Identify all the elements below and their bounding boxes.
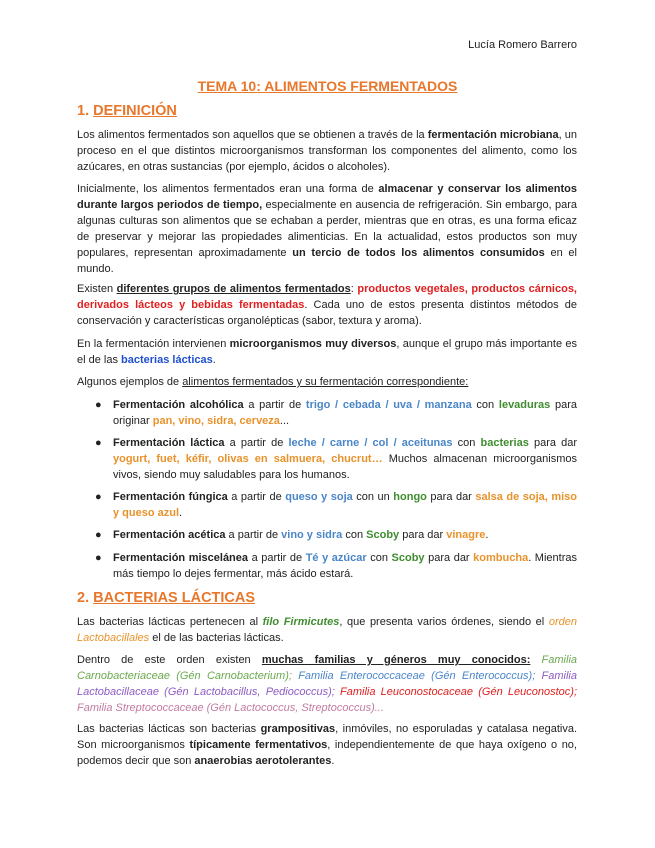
bullet-icon: ● — [95, 529, 102, 541]
text-run: Existen — [77, 283, 117, 295]
text-run: a partir de — [243, 399, 306, 411]
bacteria-paragraph-2 — [77, 653, 577, 717]
family-enterococcaceae: Familia Enterococcaceae (Gén Enterococcus); — [291, 669, 536, 682]
text-run: con un — [352, 491, 394, 503]
list-item-type: Fermentación fúngica — [113, 491, 228, 503]
bullet-icon: ● — [95, 437, 102, 449]
list-item-lactic — [113, 436, 577, 484]
bold-term: almacenar y conservar los alimentos durante largos periodos de tiempo, — [77, 183, 577, 211]
bold-term: anaerobias aerotolerantes — [194, 754, 332, 767]
product: yogurt, fuet, kéfir, olivas en salmuera, chucrut… — [113, 452, 383, 465]
list-item-acetic — [113, 528, 577, 544]
definition-paragraph-1 — [77, 128, 577, 176]
bold-term: grampositivas — [260, 723, 336, 735]
highlight-red: productos vegetales, productos cárnicos, derivados lácteos y bebidas fermentadas — [77, 283, 577, 311]
text-run: , inmóviles, no esporuladas y catalasa negativa. Son microorganismos — [77, 723, 577, 751]
section-2-number: 2. — [77, 590, 90, 606]
source-food: Té y azúcar — [305, 552, 367, 564]
text-run: Algunos ejemplos de — [77, 376, 183, 388]
family-lactobacillaceae: Familia Lactobacillaceae (Gén Lactobacillus, Pediococcus); — [77, 669, 577, 698]
text-run: con — [366, 552, 392, 564]
text-run: , un proceso en el que distintos microorganismos transforman los componentes del alimento, como los azúcares, en otras sustancias (por ejemplo, ácidos o alcoholes). — [77, 129, 577, 173]
organism: Scoby — [391, 552, 425, 564]
definition-paragraph-3 — [77, 282, 577, 330]
product: kombucha — [473, 552, 529, 564]
source-food: queso y soja — [285, 491, 353, 503]
bold-term: microorganismos muy diversos — [229, 338, 397, 350]
author-header: Lucía Romero Barrero — [468, 39, 577, 51]
text-run: ... — [279, 414, 290, 427]
text-run: Inicialmente, los alimentos fermentados eran una forma de — [77, 183, 379, 195]
text-run: para dar — [426, 491, 476, 503]
bullet-icon: ● — [95, 491, 102, 503]
text-run: para dar — [399, 529, 447, 541]
text-run: Los alimentos fermentados son aquellos que se obtienen a través de la — [77, 129, 428, 141]
text-run: para dar — [424, 552, 474, 564]
phylum-term: filo Firmicutes — [262, 616, 340, 628]
text-run: . — [331, 754, 335, 767]
list-item-fungal — [113, 490, 577, 522]
definition-paragraph-4 — [77, 337, 577, 369]
bullet-icon: ● — [95, 399, 102, 411]
text-run: . — [485, 529, 489, 541]
text-run: el de las bacterias lácticas. — [149, 631, 284, 644]
text-run: . — [212, 353, 216, 366]
document-title: TEMA 10: ALIMENTOS FERMENTADOS — [197, 78, 458, 94]
section-1-heading — [77, 103, 177, 119]
text-run: , que presenta varios órdenes, siendo el — [339, 616, 549, 628]
list-item-miscellaneous — [113, 551, 577, 583]
product: vinagre — [446, 529, 486, 541]
text-run: para dar — [528, 437, 577, 449]
bacteria-paragraph-3 — [77, 722, 577, 770]
source-food: leche / carne / col / aceitunas — [288, 437, 453, 449]
source-food: trigo / cebada / uva / manzana — [305, 399, 472, 411]
definition-paragraph-2 — [77, 182, 577, 277]
order-term: orden Lactobacillales — [77, 616, 577, 644]
text-run: . Mientras más tiempo lo dejes fermentar, más ácido estará. — [113, 552, 577, 580]
organism: Scoby — [366, 529, 400, 541]
bacteria-paragraph-1 — [77, 615, 577, 647]
text-run: . — [179, 506, 183, 519]
underlined-term: alimentos fermentados y su fermentación correspondiente: — [182, 376, 469, 388]
list-item-alcoholic — [113, 398, 577, 430]
family-leuconostocaceae: Familia Leuconostocaceae (Gén Leuconostoc); — [334, 685, 578, 698]
list-item-type: Fermentación acética — [113, 529, 226, 541]
bold-term: un tercio de todos los alimentos consumidos — [292, 246, 545, 259]
product: salsa de soja, miso y queso azul — [113, 491, 578, 519]
text-run: . Cada uno de estos presenta distintos métodos de conservación y características organolépticas (sabor, textura y aroma). — [77, 298, 577, 327]
text-run: Las bacterias lácticas pertenecen al — [77, 616, 263, 628]
bold-underlined-term: diferentes grupos de alimentos fermentados — [116, 283, 351, 295]
family-streptococcaceae: Familia Streptococcaceae (Gén Lactococcus, Streptococcus)... — [77, 701, 384, 714]
text-run: a partir de — [227, 491, 286, 503]
list-item-type: Fermentación miscelánea — [113, 552, 249, 564]
text-run: especialmente en ausencia de refrigeración. Sin embargo, para algunas culturas son alimentos que se echaban a perder, mientras que en otras, es una forma eficaz de preservar y mejorar las propiedades alimenticias. En la actualidad, estos productos son muy populares, representan aproximadamente — [77, 198, 577, 259]
text-run: Las bacterias lácticas son bacterias — [77, 723, 261, 735]
text-run: con — [342, 529, 367, 541]
list-item-type: Fermentación alcohólica — [113, 399, 244, 411]
text-run: , independientemente de que haya oxígeno o no, podemos decir que son — [77, 738, 577, 767]
text-run: a partir de — [248, 552, 306, 564]
bullet-icon: ● — [95, 552, 102, 564]
text-run: para originar — [113, 399, 577, 427]
bold-term: fermentación microbiana — [427, 129, 559, 141]
definition-paragraph-5 — [77, 375, 577, 391]
organism: levaduras — [498, 399, 551, 411]
section-1-title: DEFINICIÓN — [93, 103, 177, 119]
text-run: , aunque el grupo más importante es el de las — [77, 338, 577, 366]
text-run: Dentro de este orden existen — [77, 654, 262, 666]
text-run: En la fermentación intervienen — [77, 338, 230, 350]
text-run: Muchos almacenan microorganismos vivos, siendo muy saludables para los humanos. — [113, 452, 577, 481]
text-run: a partir de — [225, 529, 282, 541]
highlight-blue: bacterias lácticas — [121, 353, 213, 366]
text-run: en el mundo. — [77, 246, 577, 275]
section-2-title: BACTERIAS LÁCTICAS — [93, 590, 256, 606]
section-1-number: 1. — [77, 103, 90, 119]
bold-term: típicamente fermentativos — [189, 738, 328, 751]
organism: hongo — [393, 491, 427, 503]
family-carnobacteriaceae: Familia Carnobacteriaceae (Gén Carnobacterium); — [77, 654, 578, 682]
text-run: : — [350, 283, 358, 295]
product: pan, vino, sidra, cerveza — [152, 414, 280, 427]
bold-underlined-term: muchas familias y géneros muy conocidos: — [261, 654, 531, 666]
text-run: con — [471, 399, 499, 411]
source-food: vino y sidra — [281, 529, 343, 541]
text-run: con — [452, 437, 481, 449]
section-2-heading — [77, 590, 255, 606]
text-run: a partir de — [224, 437, 289, 449]
list-item-type: Fermentación láctica — [113, 437, 225, 449]
organism: bacterias — [480, 437, 529, 449]
